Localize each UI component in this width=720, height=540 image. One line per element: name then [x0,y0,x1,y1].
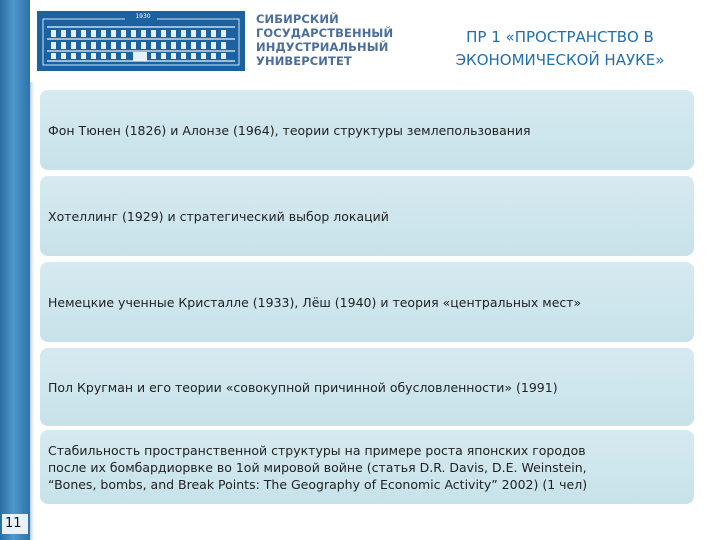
slide-title-line-2: ЭКОНОМИЧЕСКОЙ НАУКЕ» [455,51,665,69]
university-name-line: ГОСУДАРСТВЕННЫЙ [256,26,394,40]
university-name-line: ИНДУСТРИАЛЬНЫЙ [256,40,389,54]
logo-year: 1930 [135,13,151,20]
list-item-text-line: Стабильность пространственной структуры на примере роста японских городов [48,443,586,458]
university-name [256,12,416,68]
page-number: 11 [5,516,22,531]
slide-title-line-1: ПР 1 «ПРОСТРАНСТВО В [466,28,654,46]
university-logo [37,11,245,71]
left-decor-bar [0,0,30,540]
list-item-text-line: “Bones, bombs, and Break Points: The Geography of Economic Activity” 2002) (1 чел) [48,477,588,492]
list-item-text: Пол Кругман и его теории «совокупной причинной обусловленности» (1991) [48,379,558,395]
university-name-line: СИБИРСКИЙ [256,12,339,26]
university-name-line: УНИВЕРСИТЕТ [256,54,352,68]
slide-title [405,26,715,72]
list-item-4 [40,348,694,426]
list-item-text: Фон Тюнен (1826) и Алонзе (1964), теории структуры землепользования [48,122,531,138]
list-item-3 [40,262,694,342]
building-icon [37,11,245,71]
list-item-text-line: после их бомбардиорвке во 1ой мировой войне (статья D.R. Davis, D.E. Weinstein, [48,460,587,475]
list-item-2 [40,176,694,256]
list-item-5 [40,430,694,504]
list-item-1 [40,90,694,170]
list-item-text: Немецкие ученные Кристалле (1933), Лёш (1940) и теория «центральных мест» [48,294,582,310]
list-item-text: Хотеллинг (1929) и стратегический выбор локаций [48,208,389,224]
